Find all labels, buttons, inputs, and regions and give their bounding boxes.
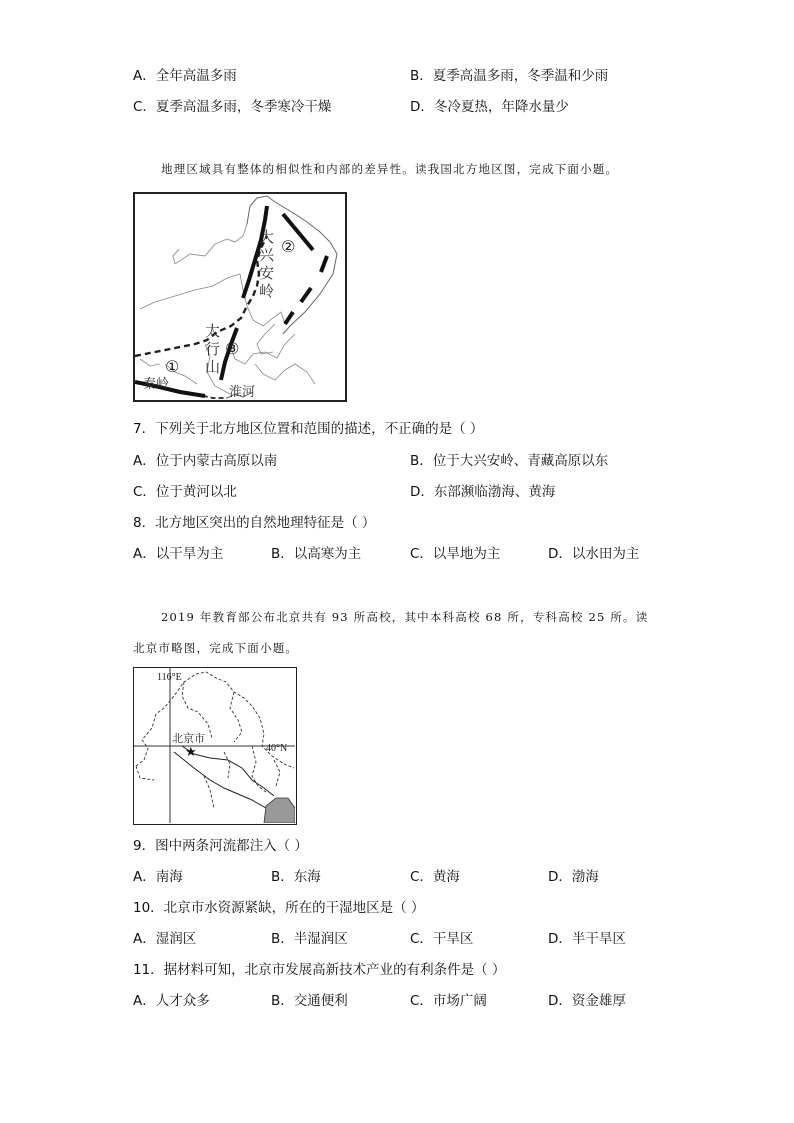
- label-huaihe: 淮河: [229, 385, 256, 400]
- q10-option-c: C．干旱区: [410, 931, 474, 947]
- q7-option-a: A．位于内蒙古高原以南: [133, 453, 278, 469]
- label-hang: 行: [205, 340, 221, 358]
- label-an: 安: [259, 264, 275, 282]
- q6-option-d: D．冬冷夏热，年降水量少: [410, 99, 569, 115]
- q7-option-b: B．位于大兴安岭、青藏高原以东: [410, 453, 609, 469]
- label-tai: 太: [205, 322, 221, 340]
- q8-option-c: C．以旱地为主: [410, 546, 501, 562]
- q9-option-a: A．南海: [133, 869, 183, 885]
- q6-option-a: A．全年高温多雨: [133, 68, 237, 84]
- q7-option-c: C．位于黄河以北: [133, 484, 237, 500]
- north-region-map: [133, 192, 347, 402]
- label-qinling: 秦岭: [143, 377, 170, 392]
- label-shan: 山: [205, 358, 221, 376]
- label-circle-1: ①: [165, 357, 180, 376]
- q9-option-c: C．黄海: [410, 869, 460, 885]
- q10-option-a: A．湿润区: [133, 931, 197, 947]
- q6-option-c: C．夏季高温多雨，冬季寒冷干燥: [133, 99, 332, 115]
- label-ling: 岭: [259, 282, 275, 300]
- label-116e: 116°E: [157, 672, 182, 683]
- q10-stem: 10．北京市水资源紧缺，所在的干湿地区是（ ）: [133, 900, 425, 916]
- intro-beijing-line1: 2019 年教育部公布北京共有 93 所高校，其中本科高校 68 所，专科高校 25 所。读: [161, 610, 649, 624]
- label-circle-2: ②: [281, 237, 296, 256]
- q11-stem: 11．据材料可知，北京市发展高新技术产业的有利条件是（ ）: [133, 962, 506, 978]
- q8-option-a: A．以干旱为主: [133, 546, 224, 562]
- label-xing: 兴: [259, 246, 275, 264]
- q8-option-d: D．以水田为主: [548, 546, 640, 562]
- q7-option-d: D．东部濒临渤海、黄海: [410, 484, 556, 500]
- label-circle-3: ③: [225, 339, 240, 358]
- q9-stem: 9．图中两条河流都注入（ ）: [133, 838, 308, 854]
- q9-option-d: D．渤海: [548, 869, 599, 885]
- q11-option-d: D．资金雄厚: [548, 993, 626, 1009]
- q11-option-b: B．交通便利: [271, 993, 348, 1009]
- q7-stem: 7．下列关于北方地区位置和范围的描述，不正确的是（ ）: [133, 421, 484, 437]
- label-da: 大: [259, 228, 275, 246]
- q8-option-b: B．以高寒为主: [271, 546, 362, 562]
- label-40n: 40°N: [266, 743, 288, 754]
- intro-north-region: 地理区域具有整体的相似性和内部的差异性。读我国北方地区图，完成下面小题。: [161, 162, 619, 176]
- q10-option-d: D．半干旱区: [548, 931, 626, 947]
- q8-stem: 8．北方地区突出的自然地理特征是（ ）: [133, 515, 376, 531]
- q9-option-b: B．东海: [271, 869, 321, 885]
- beijing-map: [133, 667, 297, 825]
- q11-option-a: A．人才众多: [133, 993, 210, 1009]
- capital-star-icon: ★: [185, 745, 197, 760]
- q11-option-c: C．市场广阔: [410, 993, 487, 1009]
- q6-option-b: B．夏季高温多雨，冬季温和少雨: [410, 68, 609, 84]
- q10-option-b: B．半湿润区: [271, 931, 348, 947]
- label-beijing: 北京市: [172, 732, 205, 745]
- intro-beijing-line2: 北京市略图，完成下面小题。: [133, 641, 299, 655]
